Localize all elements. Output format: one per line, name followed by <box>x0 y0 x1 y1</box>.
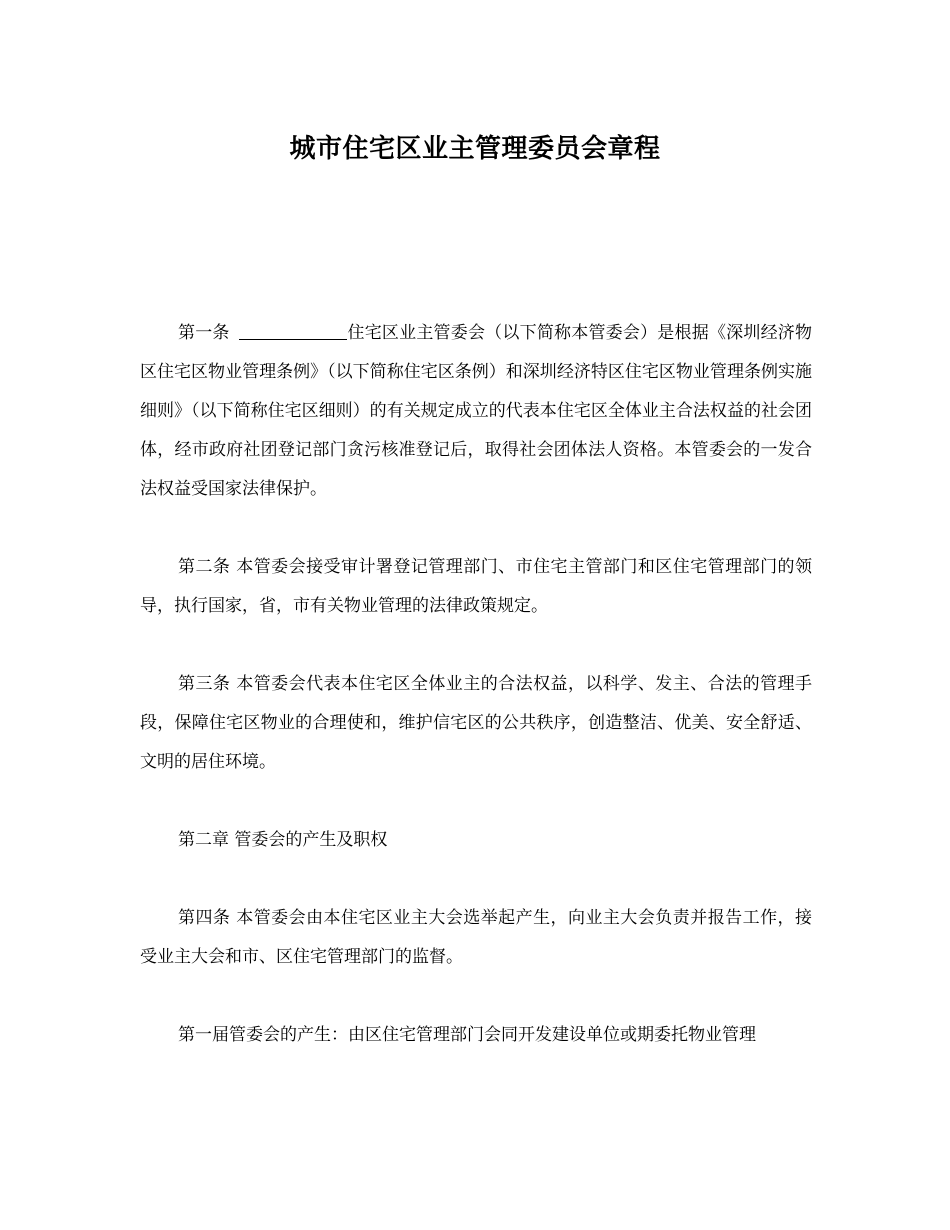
blank-underline <box>239 321 347 340</box>
article-1-lead: 第一条 <box>178 323 236 343</box>
article-1-text: 住宅区业主管委会（以下简称本管委会）是根据《深圳经济物区住宅区物业管理条例》（以下简称住宅区条例）和深圳经济特区住宅区物业管理条例实施细则》（以下简称住宅区细则）的有关规定成立的代表本住宅区全体业主合法权益的社会团体，经市政府社团登记部门贪污核准登记后，取得社会团体法人资格。本管委会的一发合法权益受国家法律保护。 <box>140 323 813 499</box>
first-committee-paragraph: 第一届管委会的产生：由区住宅管理部门会同开发建设单位或期委托物业管理 <box>178 1025 756 1045</box>
chapter-2-heading: 第二章 管委会的产生及职权 <box>178 830 388 850</box>
article-4: 第四条 本管委会由本住宅区业主大会选举起产生，向业主大会负责并报告工作，接受业主大会和市、区住宅管理部门的监督。 <box>140 908 812 967</box>
article-2: 第二条 本管委会接受审计署登记管理部门、市住宅主管部门和区住宅管理部门的领导，执行国家，省，市有关物业管理的法律政策规定。 <box>140 557 812 616</box>
document-title: 城市住宅区业主管理委员会章程 <box>289 134 661 164</box>
article-1 <box>140 314 812 509</box>
document-body <box>140 314 812 1055</box>
article-3: 第三条 本管委会代表本住宅区全体业主的合法权益，以科学、发主、合法的管理手段，保障住宅区物业的合理使和，维护信宅区的公共秩序，创造整洁、优美、安全舒适、文明的居住环境。 <box>140 674 812 772</box>
